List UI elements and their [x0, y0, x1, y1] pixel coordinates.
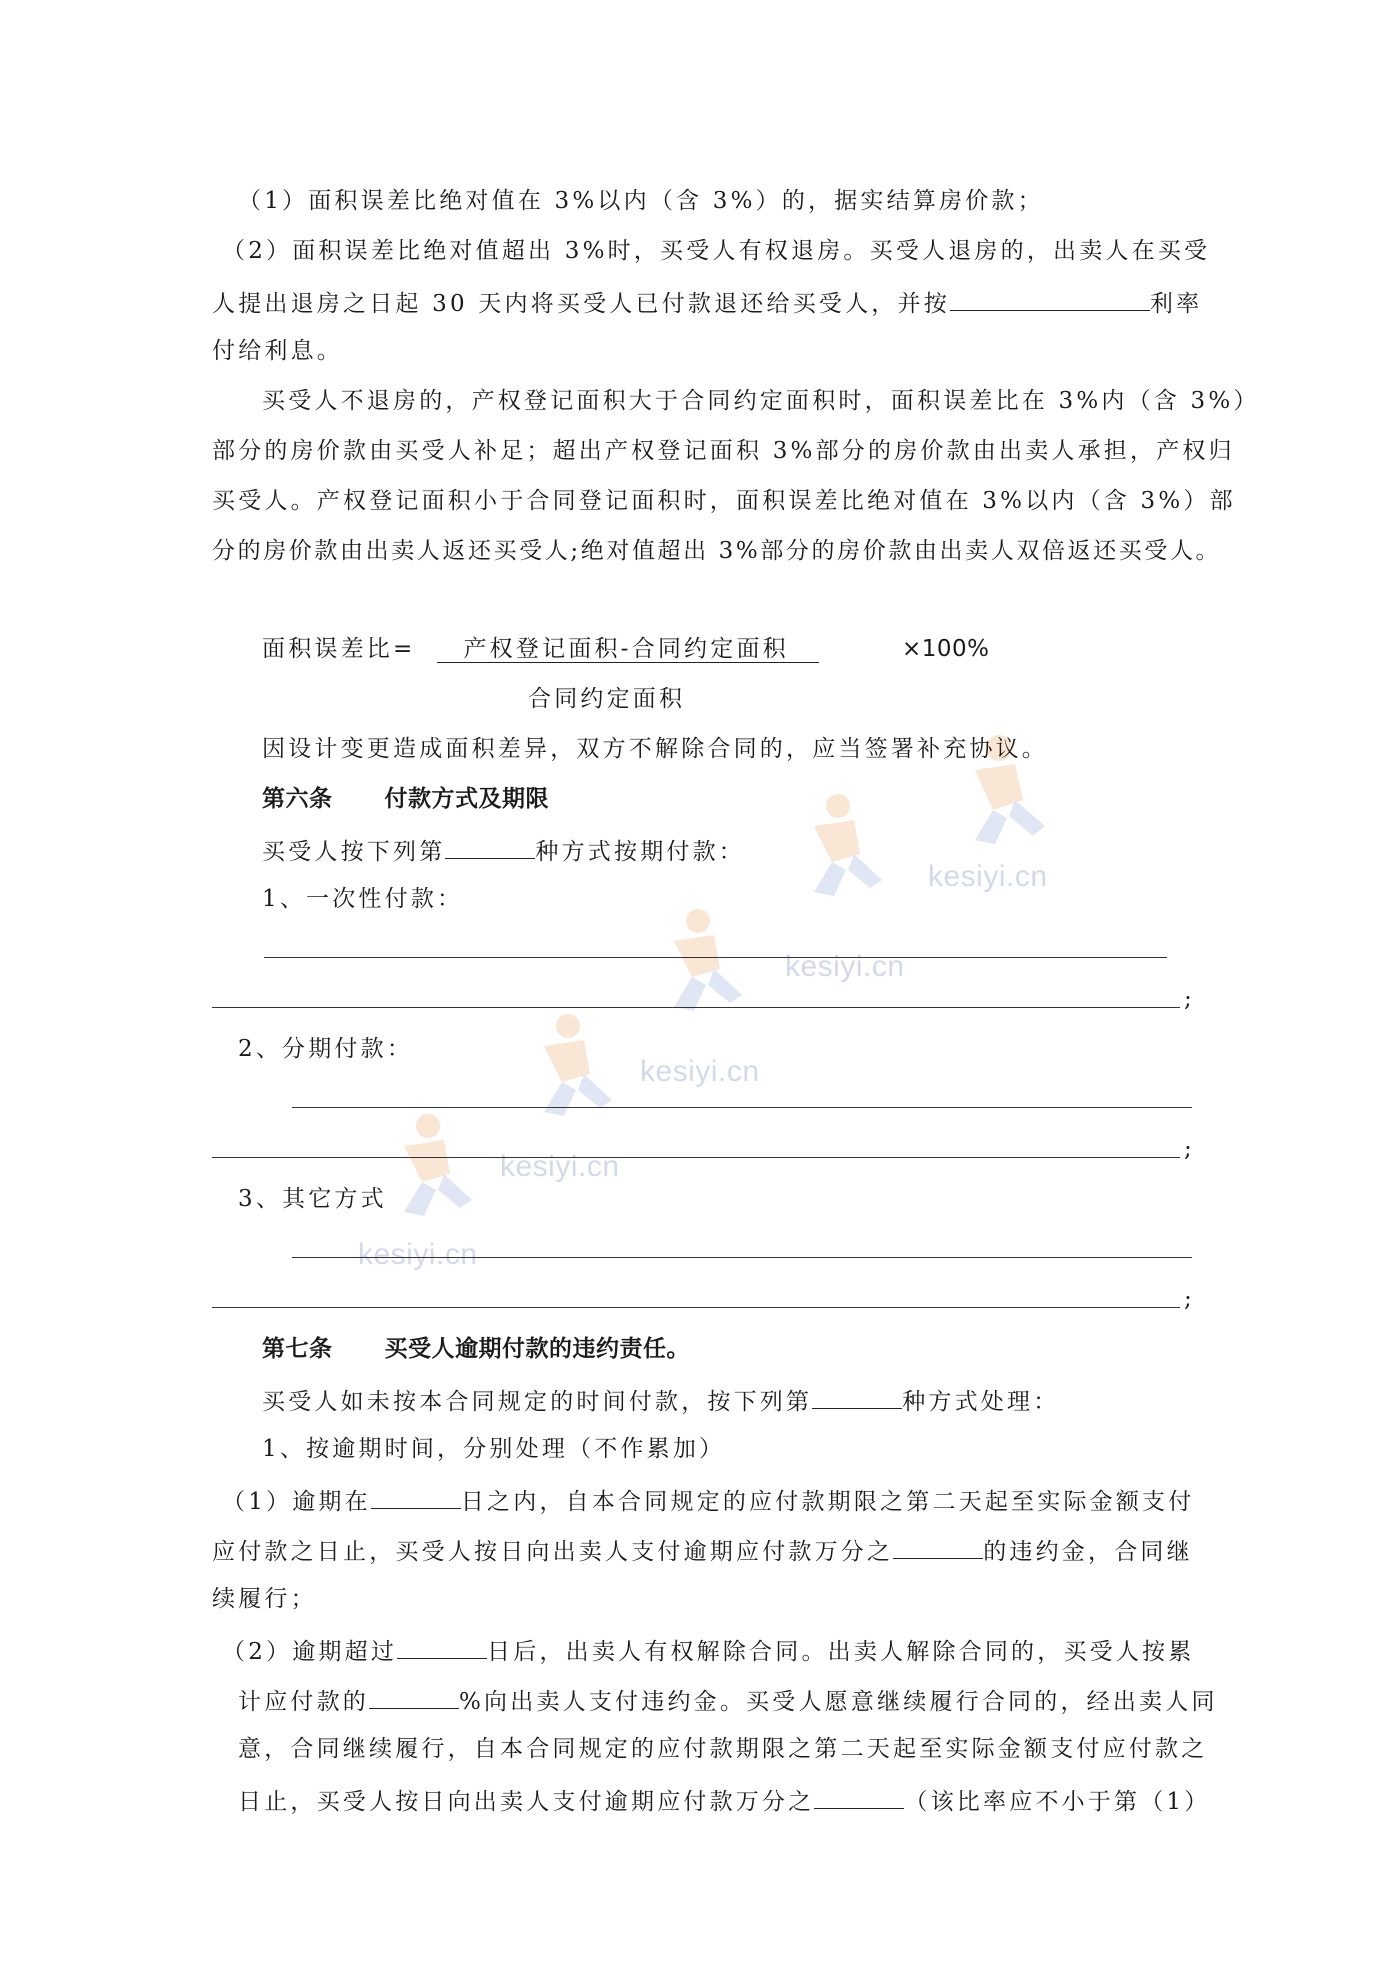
clause-text: 种方式按期付款：	[535, 839, 746, 865]
clause-text: 日之内，自本合同规定的应付款期限之第二天起至实际金额支付	[460, 1489, 1195, 1515]
design-change-note: 因设计变更造成面积差异，双方不解除合同的，应当签署补充协议。	[262, 736, 1048, 762]
article6-intro	[262, 834, 745, 867]
clause-text: 利率	[1149, 291, 1203, 317]
watermark-text-1: kesiyi.cn	[928, 860, 1048, 893]
clause-text: 付给利息。	[212, 338, 343, 364]
clause-no-refund-3	[212, 486, 1236, 516]
payment-method-blank[interactable]	[445, 834, 535, 859]
clause-text: 部分的房价款由买受人补足；超出产权登记面积 3%部分的房价款由出卖人承担，产权归	[212, 438, 1235, 464]
clause-no-refund-1	[262, 386, 1260, 416]
formula-denominator: 合同约定面积	[528, 686, 686, 712]
clause-text: （1）逾期在	[222, 1489, 371, 1515]
option-lump-sum: 1、一次性付款：	[262, 886, 464, 912]
article7-number: 第七条	[262, 1336, 333, 1362]
clause-text: 买受人按下列第	[262, 839, 446, 865]
runner-figure-icon	[780, 790, 890, 910]
semicolon: ;	[1184, 986, 1192, 1012]
clause-area-error-1	[238, 186, 1044, 216]
clause-text: 应付款之日止，买受人按日向出卖人支付逾期应付款万分之	[212, 1539, 894, 1565]
article7-title: 买受人逾期付款的违约责任。	[384, 1336, 690, 1362]
overdue-clause-2d	[238, 1784, 1210, 1817]
article7-item1: 1、按逾期时间，分别处理（不作累加）	[262, 1436, 726, 1462]
installment-line-2[interactable]	[212, 1157, 1180, 1158]
clause-text: 日后，出卖人有权解除合同。出卖人解除合同的，买受人按累	[487, 1639, 1195, 1665]
clause-text: 的违约金，合同继	[983, 1539, 1193, 1565]
clause-text: 买受人如未按本合同规定的时间付款，按下列第	[262, 1389, 813, 1415]
watermark-text-4: kesiyi.cn	[500, 1150, 620, 1183]
clause-refund-line	[212, 286, 1202, 319]
lump-sum-line-2[interactable]	[212, 1007, 1180, 1008]
overdue-days-blank[interactable]	[371, 1484, 461, 1509]
overdue-clause-1a	[222, 1484, 1194, 1517]
article7-intro	[262, 1384, 1059, 1417]
overdue-clause-2a	[222, 1634, 1194, 1667]
option-other: 3、其它方式	[238, 1186, 387, 1212]
semicolon: ;	[1184, 1136, 1192, 1162]
formula-label: 面积误差比=	[262, 636, 416, 662]
clause-interest-line	[212, 336, 343, 366]
lump-sum-line-1[interactable]	[264, 957, 1167, 958]
clause-text: （1）面积误差比绝对值在 3%以内（含 3%）的，据实结算房价款；	[238, 188, 1044, 214]
watermark-text-2: kesiyi.cn	[785, 950, 905, 983]
article6-number: 第六条	[262, 786, 333, 812]
clause-text: 买受人不退房的，产权登记面积大于合同约定面积时，面积误差比在 3%内（含 3%）	[262, 388, 1260, 414]
clause-text: 买受人。产权登记面积小于合同登记面积时，面积误差比绝对值在 3%以内（含 3%）部	[212, 488, 1236, 514]
clause-text: 人提出退房之日起 30 天内将买受人已付款退还给买受人，并按	[212, 291, 950, 317]
clause-area-error-2	[222, 236, 1210, 266]
handling-method-blank[interactable]	[812, 1384, 902, 1409]
overdue-clause-2b	[238, 1684, 1218, 1717]
penalty-percent-blank[interactable]	[369, 1684, 459, 1709]
article6-title: 付款方式及期限	[384, 786, 549, 812]
runner-figure-icon	[510, 1010, 620, 1130]
watermark-runner-2	[780, 790, 890, 910]
other-line-2[interactable]	[212, 1307, 1180, 1308]
formula-row	[262, 634, 819, 664]
watermark-text-3: kesiyi.cn	[640, 1055, 760, 1088]
option-installment: 2、分期付款：	[238, 1036, 414, 1062]
penalty-rate-blank[interactable]	[893, 1534, 983, 1559]
clause-text: （2）逾期超过	[222, 1639, 398, 1665]
interest-rate-blank[interactable]	[950, 286, 1150, 311]
semicolon: ;	[1184, 1286, 1192, 1312]
formula-multiplier: ×100%	[902, 636, 990, 662]
clause-text: 分的房价款由出卖人返还买受人;绝对值超出 3%部分的房价款由出卖人双倍返还买受人。	[212, 538, 1222, 564]
clause-text: （该比率应不小于第（1）	[904, 1789, 1211, 1815]
installment-line-1[interactable]	[292, 1107, 1192, 1108]
watermark-runner-4	[510, 1010, 620, 1130]
clause-no-refund-2	[212, 436, 1235, 466]
clause-text: 日止，买受人按日向出卖人支付逾期应付款万分之	[238, 1789, 815, 1815]
clause-no-refund-4	[212, 536, 1221, 566]
overdue-clause-1c: 续履行；	[212, 1586, 317, 1612]
clause-text: 种方式处理：	[902, 1389, 1060, 1415]
daily-penalty-blank[interactable]	[814, 1784, 904, 1809]
clause-text: 计应付款的	[238, 1689, 369, 1715]
article6-heading	[262, 784, 549, 814]
clause-text: %向出卖人支付违约金。买受人愿意继续履行合同的，经出卖人同	[459, 1689, 1218, 1715]
other-line-1[interactable]	[292, 1257, 1192, 1258]
formula-numerator: 产权登记面积-合同约定面积	[437, 636, 818, 663]
clause-text: （2）面积误差比绝对值超出 3%时，买受人有权退房。买受人退房的，出卖人在买受	[222, 238, 1211, 264]
overdue-clause-2c: 意，合同继续履行，自本合同规定的应付款期限之第二天起至实际金额支付应付款之	[238, 1736, 1208, 1762]
watermark-text-5: kesiyi.cn	[358, 1238, 478, 1271]
overdue-exceed-days-blank[interactable]	[397, 1634, 487, 1659]
article7-heading	[262, 1334, 690, 1364]
overdue-clause-1b	[212, 1534, 1193, 1567]
